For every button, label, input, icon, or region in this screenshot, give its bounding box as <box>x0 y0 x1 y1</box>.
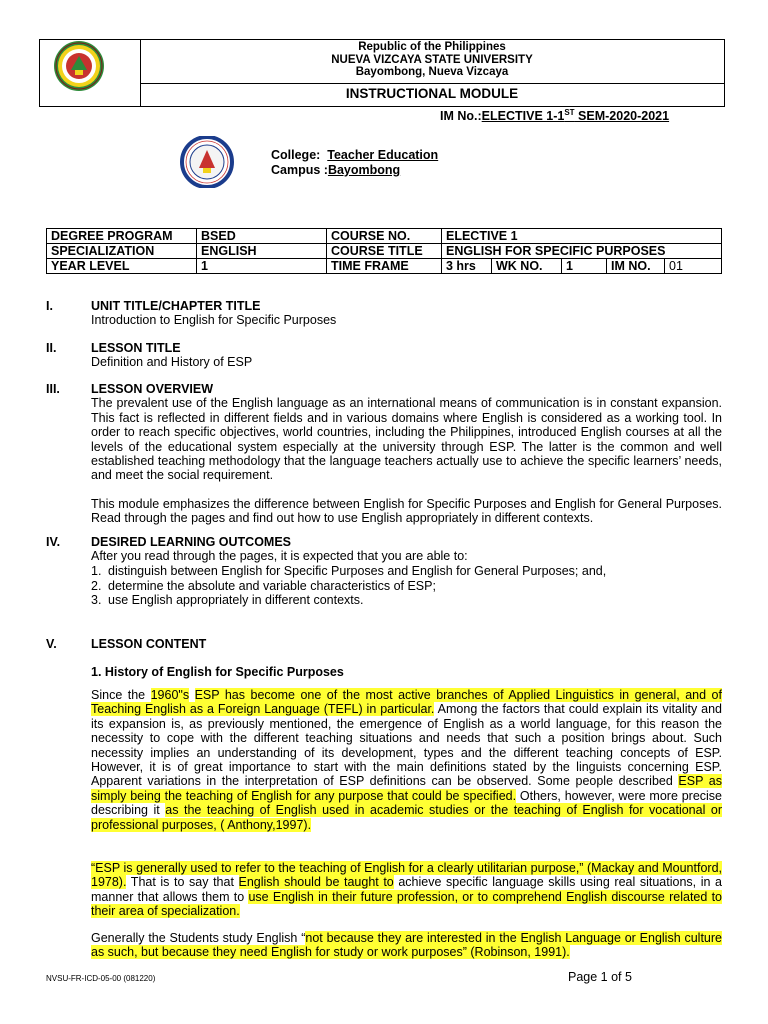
degree-value: BSED <box>197 229 327 244</box>
overview-paragraph-1: The prevalent use of the English language as an international means of communication is in constant expansion. This fact is reflected in different fields and in various domains where English is considered as a working tool. In order to reach specific objectives, world countries, including the Philippines, introduced English courses at all the levels of the educational system especially at the university through ESP. The latter is the common and well established teaching methodology that the language teachers actually use to achieve the specific learners’ needs, and meet the social requirement. <box>91 396 722 483</box>
week-no-value: 1 <box>562 259 607 274</box>
highlighted-text: 1960"s <box>150 688 190 702</box>
time-frame-label: TIME FRAME <box>327 259 442 274</box>
college-teacher-education-seal-icon <box>176 136 238 188</box>
body-text: achieve specific language skills using real situations, in a manner that allows them to <box>91 875 722 904</box>
outcomes-intro: After you read through the pages, it is expected that you are able to: <box>91 549 468 564</box>
section-lesson-overview <box>46 382 726 526</box>
course-title-value: ENGLISH FOR SPECIFIC PURPOSES <box>442 244 722 259</box>
content-paragraph-2 <box>91 861 722 919</box>
section-text: Introduction to English for Specific Purposes <box>91 313 337 328</box>
im-number-label: IM No.: <box>440 109 482 124</box>
im-number <box>440 108 669 123</box>
highlighted-text: “ESP is generally used to refer to the teaching of English for a clearly utilitarian purpose,” (Mackay and Mountford, 1978). <box>91 861 722 890</box>
overview-paragraph-2: This module emphasizes the difference between English for Specific Purposes and English for General Purposes. Read through the pages and find out how to use English appropriately in different contexts. <box>91 496 722 526</box>
university-name: NUEVA VIZCAYA STATE UNIVERSITY <box>331 53 533 66</box>
section-number: IV. <box>46 535 61 549</box>
im-no-value: 01 <box>665 259 722 274</box>
republic-line: Republic of the Philippines <box>358 41 506 53</box>
specialization-value: ENGLISH <box>197 244 327 259</box>
college-value: Teacher Education <box>327 148 439 162</box>
university-logo-cell <box>40 40 141 106</box>
section-title: UNIT TITLE/CHAPTER TITLE <box>91 299 261 313</box>
outcomes-list <box>91 564 722 608</box>
table-row <box>47 229 722 244</box>
body-text: Since the <box>91 688 151 702</box>
document-header <box>39 39 725 107</box>
campus-value: Bayombong <box>327 163 401 177</box>
course-info-table <box>46 228 722 274</box>
course-title-label: COURSE TITLE <box>327 244 442 259</box>
course-no-value: ELECTIVE 1 <box>442 229 722 244</box>
section-lesson-content <box>46 637 726 680</box>
college-label: College: <box>271 148 321 162</box>
body-text: Others, however, were more precise describing it <box>91 788 723 818</box>
body-text: That is to say that <box>126 875 239 890</box>
subsection-title: 1. History of English for Specific Purposes <box>91 665 344 680</box>
university-header-text <box>140 40 724 84</box>
section-text: Definition and History of ESP <box>91 355 253 370</box>
section-learning-outcomes <box>46 535 726 608</box>
specialization-label: SPECIALIZATION <box>47 244 197 259</box>
content-paragraph-3 <box>91 931 722 960</box>
week-no-label: WK NO. <box>492 259 562 274</box>
body-text: Among the factors that could explain its vitality and its expansion is, as previously mentioned, the emergence of English as a world language, for this reason the necessity to cope with the different teaching situations and needs that such a position brings about. Such necessity implies an understanding of its development, types and the different teaching concepts of ESP. However, it is of great importance to start with the main definitions stated by the linguists concerning ESP. Apparent variations in the interpretation of ESP definitions can be observed. Some people described <box>91 702 722 789</box>
table-row <box>47 259 722 274</box>
course-no-label: COURSE NO. <box>327 229 442 244</box>
list-item: 1. distinguish between English for Specific Purposes and English for General Purposes; and, <box>91 563 607 578</box>
table-row <box>47 244 722 259</box>
section-number: III. <box>46 382 60 396</box>
degree-label: DEGREE PROGRAM <box>47 229 197 244</box>
year-level-label: YEAR LEVEL <box>47 259 197 274</box>
highlighted-text: as the teaching of English used in academic studies or the teaching of English for vocational or professional purposes, ( Anthony,1997). <box>91 803 722 832</box>
section-title: LESSON TITLE <box>91 341 181 355</box>
list-item: 2. determine the absolute and variable characteristics of ESP; <box>91 578 436 593</box>
section-title: DESIRED LEARNING OUTCOMES <box>91 535 292 549</box>
module-title: INSTRUCTIONAL MODULE <box>345 86 519 101</box>
form-code: NVSU-FR-ICD-05-00 (081220) <box>46 974 156 983</box>
section-number: V. <box>46 637 57 651</box>
campus-label: Campus : <box>271 163 328 177</box>
university-address: Bayombong, Nueva Vizcaya <box>355 66 509 78</box>
body-text: Generally the Students study English “ <box>91 931 306 945</box>
section-lesson-title <box>46 341 726 370</box>
section-unit-title <box>46 299 726 328</box>
im-number-value: ELECTIVE 1-1ST SEM-2020-2021 <box>481 108 670 124</box>
nvsu-seal-icon <box>40 40 140 106</box>
section-title: LESSON CONTENT <box>91 637 207 651</box>
page-number: Page 1 of 5 <box>568 970 632 984</box>
section-number: II. <box>46 341 57 355</box>
highlighted-text: English should be taught to <box>238 875 394 890</box>
section-title: LESSON OVERVIEW <box>91 382 214 396</box>
year-level-value: 1 <box>197 259 327 274</box>
time-frame-value: 3 hrs <box>442 259 492 274</box>
body-text <box>189 688 194 702</box>
highlighted-text: ESP as simply being the teaching of English for any purpose that could be specified. <box>91 774 722 803</box>
highlighted-text: ESP has become one of the most active branches of Applied Linguistics in general, and of Teaching English as a Foreign Language (TEFL) in particular. <box>91 688 722 717</box>
list-item: 3. use English appropriately in different contexts. <box>91 593 364 608</box>
im-no-label: IM NO. <box>607 259 665 274</box>
college-info <box>271 148 438 178</box>
highlighted-text: not because they are interested in the English Language or English culture as such, but because they need English for study or work purposes” (Robinson, 1991). <box>91 931 722 960</box>
section-number: I. <box>46 299 53 313</box>
content-paragraph-1 <box>91 688 722 832</box>
highlighted-text: use English in their future profession, or to comprehend English discourse related to their area of specialization. <box>91 889 723 919</box>
